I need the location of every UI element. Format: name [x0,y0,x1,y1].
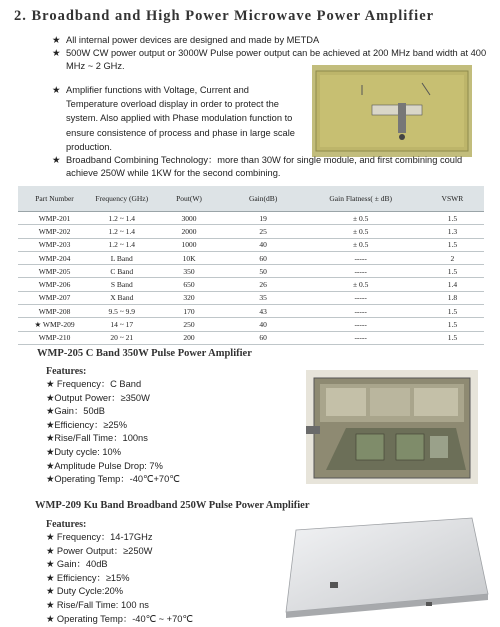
table-cell: ----- [301,331,421,344]
table-cell: L Band [91,251,152,264]
table-cell: WMP-205 [18,265,91,278]
table-cell: 1.5 [421,331,484,344]
table-cell: 25 [226,225,301,238]
table-cell: 1.5 [421,238,484,251]
list-item: ★Operating Temp：-40℃+70℃ [46,474,180,485]
table-cell: 1000 [152,238,225,251]
table-row [18,331,484,344]
list-item: ★Duty cycle: 10% [46,446,121,457]
list-item: ★Output Power：≥350W [46,392,150,403]
table-cell: WMP-201 [18,212,91,225]
table-cell: ± 0.5 [301,225,421,238]
table-cell: 320 [152,291,225,304]
table-cell: ----- [301,291,421,304]
table-cell: 1.5 [421,212,484,225]
table-cell: 350 [152,265,225,278]
table-cell: 60 [226,331,301,344]
list-item: ★Amplitude Pulse Drop: 7% [46,460,163,471]
table-cell: WMP-208 [18,305,91,318]
table-cell: WMP-210 [18,331,91,344]
list-item: ★ Rise/Fall Time: 100 ns [46,599,149,610]
table-cell: WMP-202 [18,225,91,238]
table-cell: C Band [91,265,152,278]
features-list-wmp-205 [46,378,180,487]
intro-bullet-1 [52,34,482,47]
table-cell: 19 [226,212,301,225]
intro-text-3: Amplifier functions with Voltage, Current and Temperature overload display in order to protect the system. Also applied with Phase modulation function to ensure consistence of process and phase in large scale production. [66,85,295,152]
spec-table [18,186,484,345]
table-row [18,238,484,251]
table-cell: ★ WMP-209 [18,318,91,331]
amplifier-photo-wmp-209 [276,516,492,620]
star-icon: ★ [52,155,61,165]
amplifier-image [306,370,478,484]
table-cell: X Band [91,291,152,304]
table-cell: 200 [152,331,225,344]
table-cell: 9.5 ~ 9.9 [91,305,152,318]
table-cell: 1.2 ~ 1.4 [91,212,152,225]
section-title-wmp-209: WMP-209 Ku Band Broadband 250W Pulse Power Amplifier [35,500,310,511]
table-row [18,278,484,291]
table-cell: ----- [301,265,421,278]
amplifier-image [312,65,472,157]
table-row [18,212,484,225]
table-cell: ----- [301,318,421,331]
table-cell: 60 [226,251,301,264]
table-cell: ± 0.5 [301,238,421,251]
star-icon: ★ [52,48,61,58]
table-row [18,291,484,304]
intro-text-2: 500W CW power output or 3000W Pulse power output can be achieved at 200 MHz band width at 400 MHz ~ 2 GHz. [66,48,487,71]
list-item: ★ Operating Temp：-40℃ ~ +70℃ [46,613,193,624]
table-cell: 1.2 ~ 1.4 [91,238,152,251]
intro-text-4: Broadband Combining Technology：more than 30W for single module, and first combining could achieve 250W while 1KW for the second combining. [66,155,463,178]
amplifier-image [276,516,492,620]
table-cell: ----- [301,251,421,264]
section-title-wmp-205: WMP-205 C Band 350W Pulse Power Amplifier [37,348,252,359]
table-cell: WMP-203 [18,238,91,251]
table-cell: ± 0.5 [301,212,421,225]
col-gain-flatness: Gain Flatness( ± dB) [301,186,421,212]
col-gain: Gain(dB) [226,186,301,212]
table-cell: WMP-207 [18,291,91,304]
table-cell: 2 [421,251,484,264]
table-row [18,225,484,238]
table-cell: 43 [226,305,301,318]
table-cell: 50 [226,265,301,278]
list-item: ★ Efficiency：≥15% [46,572,130,583]
table-cell: 35 [226,291,301,304]
amplifier-photo-broadband [312,65,472,157]
list-item: ★ Frequency：C Band [46,379,142,389]
list-item: ★ Power Output：≥250W [46,545,153,556]
features-label: Features: [46,519,87,530]
col-part-number: Part Number [18,186,91,212]
intro-bullet-3 [52,83,302,154]
table-row [18,251,484,264]
table-cell: 1.5 [421,265,484,278]
table-cell: 1.2 ~ 1.4 [91,225,152,238]
table-cell: 1.8 [421,291,484,304]
table-cell: 3000 [152,212,225,225]
col-vswr: VSWR [421,186,484,212]
table-cell: 650 [152,278,225,291]
table-cell: 20 ~ 21 [91,331,152,344]
table-cell: WMP-204 [18,251,91,264]
table-row [18,318,484,331]
star-icon: ★ [52,35,61,45]
amplifier-photo-wmp-205 [306,370,478,484]
table-cell: 1.5 [421,305,484,318]
features-list-wmp-209 [46,531,193,626]
list-item: ★Rise/Fall Time：100ns [46,433,148,444]
table-row [18,265,484,278]
list-item: ★Efficiency：≥25% [46,419,127,430]
col-pout: Pout(W) [152,186,225,212]
intro-text-1: All internal power devices are designed and made by METDA [66,35,320,45]
table-cell: 14 ~ 17 [91,318,152,331]
table-cell: ± 0.5 [301,278,421,291]
list-item: ★ Frequency：14-17GHz [46,532,153,542]
table-cell: 40 [226,318,301,331]
star-icon: ★ [52,85,61,95]
page-title: 2. Broadband and High Power Microwave Power Amplifier [14,8,435,24]
features-label: Features: [46,366,87,377]
table-cell: 170 [152,305,225,318]
table-header-row [18,186,484,212]
table-cell: 250 [152,318,225,331]
col-frequency: Frequency (GHz) [91,186,152,212]
list-item: ★ Gain：40dB [46,559,108,570]
table-cell: 1.5 [421,318,484,331]
table-row [18,305,484,318]
table-cell: S Band [91,278,152,291]
table-cell: 1.3 [421,225,484,238]
table-cell: 2000 [152,225,225,238]
table-cell: 26 [226,278,301,291]
intro-bullet-4 [52,154,492,180]
list-item: ★Gain：50dB [46,406,105,417]
list-item: ★ Duty Cycle:20% [46,586,124,597]
table-cell: 10K [152,251,225,264]
table-cell: 40 [226,238,301,251]
table-cell: ----- [301,305,421,318]
table-cell: 1.4 [421,278,484,291]
table-cell: WMP-206 [18,278,91,291]
